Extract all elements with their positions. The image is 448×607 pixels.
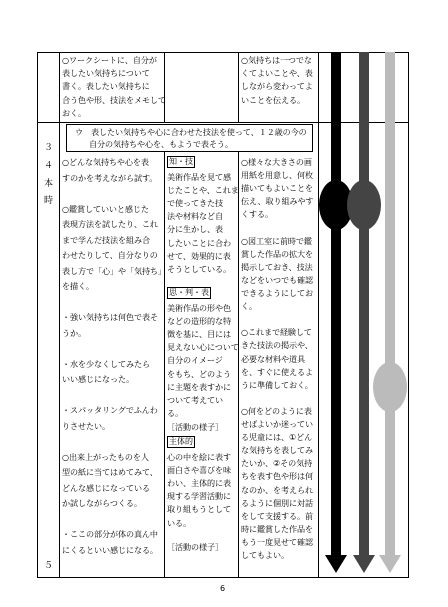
support-line: をして支援する。前: [241, 510, 313, 521]
eval-thinking-line: 見えない心について: [167, 342, 239, 353]
eval-thinking-line: をもち、どのよう: [167, 368, 231, 379]
row1-activity-line: おく。: [62, 107, 86, 118]
support-line: ○何をどのように表: [241, 405, 312, 416]
support-line: く。: [241, 301, 257, 312]
col-divider-3-top: [238, 52, 239, 122]
table-right-border: [408, 52, 409, 578]
support-line: ○これまで経験して: [241, 327, 312, 338]
eval-attitude-line: わい、主体的に表: [167, 478, 231, 489]
eval-knowledge-line: せて、効果的に表: [167, 250, 231, 261]
eval-attitude-line: いる。: [167, 517, 191, 528]
eval-note: ［活動の様子］: [167, 542, 223, 552]
activity-line: どんな感じになっている: [62, 482, 150, 493]
activity-line: うか。: [62, 327, 86, 338]
eval-knowledge-line: 美術作品を見て感: [167, 172, 231, 182]
activity-line: ○鑑賞していいと感じた: [62, 203, 149, 214]
col-divider-2: [164, 152, 165, 578]
hour-number-5: ５: [44, 561, 54, 571]
eval-note: ［活動の様子］: [167, 422, 223, 432]
activity-line: ・ここの部分が体の真ん中: [62, 529, 158, 539]
support-line: たいか、②その気持: [241, 458, 313, 469]
eval-knowledge-line: 分に生かし、表: [167, 224, 223, 235]
support-line: ちを表す色や形は何: [241, 471, 313, 482]
support-line: るように個別に対話: [241, 497, 313, 508]
activity-line: ○どんな気持ちや心を表: [62, 157, 149, 167]
eval-thinking-line: 徴を基に、目には: [167, 329, 231, 340]
eval-tag-knowledge: 知・技: [169, 157, 193, 166]
eval-knowledge-line: したいことに合わ: [167, 237, 231, 248]
support-line: ○様々な大きさの画: [241, 157, 312, 167]
support-line: 賞した作品の拡大を: [241, 248, 313, 259]
support-line: してもよい。: [241, 550, 289, 560]
support-line: きた技法の掲示や、: [241, 340, 313, 351]
support-line: 時に鑑賞した作品を: [241, 523, 313, 534]
eval-knowledge-line: 法や材料など自: [167, 211, 223, 222]
goal-line-1: ウ 表したい気持ちや心に合わせた技法を使って、１２歳の今の: [75, 127, 307, 137]
activity-line: わせたりして、自分なりの: [62, 250, 158, 260]
support-line: 用紙を用意し、何枚: [241, 170, 313, 181]
eval-tag-thinking: 思・判・表: [169, 288, 209, 297]
support-line: などをいつでも確認: [241, 274, 313, 285]
support-line: を、すぐに使えるよ: [241, 366, 313, 377]
support-line: なのか、を考えられ: [241, 484, 313, 495]
hour-label-ji: 時: [44, 196, 54, 206]
hour-number-4: ４: [44, 161, 54, 171]
eval-thinking-line: などの造形的な特: [167, 316, 231, 327]
support-line: くする。: [241, 209, 273, 220]
eval-thinking-line: ついて考えてい: [167, 394, 223, 405]
support-line: な気持ちを表してみ: [241, 445, 313, 456]
col-divider-3: [238, 152, 239, 578]
row1-support-line: しながら変わってよ: [241, 81, 313, 92]
activity-line: いい感じになった。: [62, 374, 134, 384]
eval-thinking-line: る。: [167, 407, 183, 418]
support-line: せばよいか迷ってい: [241, 419, 313, 429]
activity-line: ○出来上がったものを人: [62, 451, 149, 462]
activity-line: 表現方法を試したり、これ: [62, 219, 158, 229]
support-line: 伝え、取り組みやす: [241, 196, 314, 207]
eval-attitude-line: 現する学習活動に: [167, 491, 231, 502]
activity-line: 表し方で「心」や「気持ち」: [62, 265, 166, 276]
row1-support-line: ○気持ちは一つでな: [241, 55, 312, 65]
goal-line-2: 自分の気持ちや心を、もようで表そう。: [89, 139, 233, 149]
support-line: うに準備しておく。: [241, 379, 313, 390]
arrow-black: [319, 52, 353, 573]
col-divider-2-top: [164, 52, 165, 122]
goal-box: [66, 124, 313, 152]
support-line: ○図工室に前時で鑑: [241, 235, 312, 246]
progress-arrows: [319, 52, 408, 578]
activity-line: ・水を少なくしてみたら: [62, 358, 150, 369]
page-number: 6: [220, 584, 226, 593]
row1-activity-line: 表したい気持ちについて: [62, 68, 150, 79]
activity-line: にくるといい感じになる。: [62, 544, 158, 555]
eval-knowledge-line: で使ってきた技: [167, 198, 223, 209]
eval-thinking-line: 自分のイメージ: [167, 355, 223, 366]
row1-activity-line: 合う色や形、技法をメモして: [62, 94, 166, 105]
arrow-dark-gray: [347, 52, 381, 573]
eval-thinking-line: 美術作品の形や色: [167, 303, 231, 313]
eval-attitude-line: 面白さや喜びを味: [167, 465, 231, 476]
activity-line: すのかを考えながら試す。: [62, 172, 158, 183]
table-left-border: [37, 52, 38, 578]
activity-line: ・強い気持ちは何色で表そ: [62, 312, 158, 322]
eval-knowledge-line: じたことや、これま: [167, 185, 239, 196]
row1-activity-line: 書く。表したい気持ちに: [62, 81, 150, 92]
support-line: 描いてもよいことを: [241, 183, 313, 194]
hour-number-3: ３: [44, 143, 54, 153]
activity-line: りさせたい。: [62, 420, 110, 431]
eval-thinking-line: に主題を表すかに: [167, 381, 231, 392]
activity-line: 型の紙に当てはめてみて、: [62, 467, 158, 477]
row1-support-line: いことを伝える。: [241, 94, 305, 105]
support-line: る児童には、①どん: [241, 432, 313, 443]
eval-tag-attitude: 主体的: [169, 437, 193, 446]
support-line: もう一度見せて確認: [241, 536, 313, 547]
support-line: 掲示しておき、技法: [241, 261, 313, 272]
eval-attitude-line: 心の中を絵に表す: [167, 452, 231, 462]
activity-line: まで学んだ技法を組み合: [62, 234, 150, 245]
row1-support-line: くてよいことや、表: [241, 68, 313, 79]
activity-line: ・スパッタリングでふんわ: [62, 405, 158, 415]
arrow-light-gray: [373, 52, 407, 573]
support-line: できるようにしてお: [241, 288, 313, 298]
eval-knowledge-line: そうとしている。: [167, 263, 231, 274]
support-line: 必要な材料や道具: [241, 353, 305, 364]
row1-activity-line: ○ワークシートに、自分が: [62, 55, 157, 65]
col-divider-1: [59, 52, 60, 578]
eval-attitude-line: 取り組もうとして: [167, 504, 231, 515]
activity-line: を描く。: [62, 281, 94, 291]
activity-line: か試しながらつくる。: [62, 498, 142, 508]
hour-label-hon: 本: [44, 179, 54, 189]
